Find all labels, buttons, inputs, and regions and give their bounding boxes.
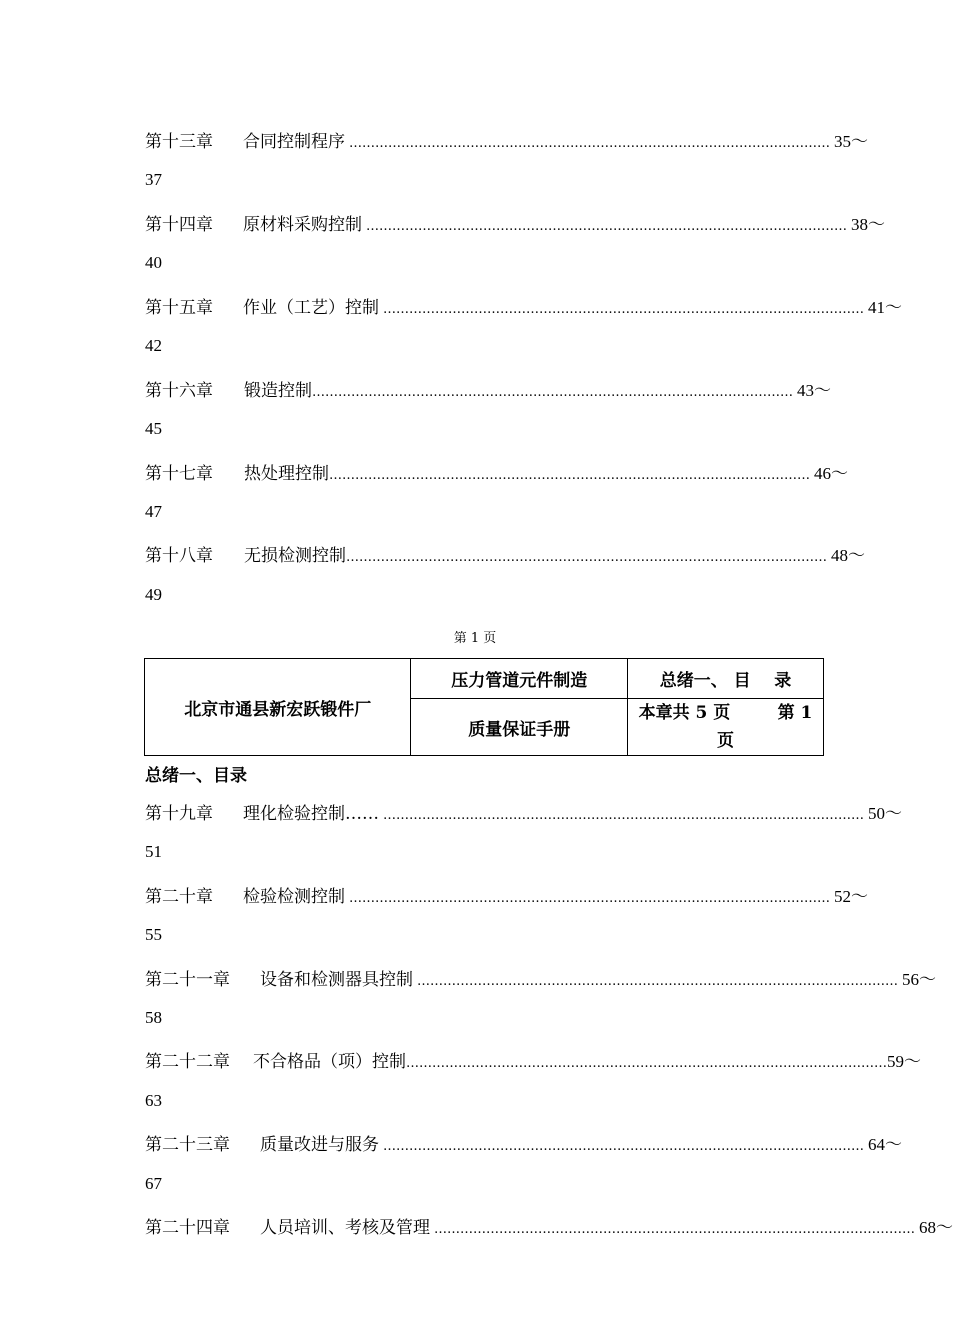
toc-entry bbox=[145, 1130, 902, 1155]
leader-dots: ………………………………………………………………………………………………… bbox=[349, 136, 830, 151]
leader-dots: ………………………………………………………………………………………………… bbox=[417, 974, 898, 989]
chapter-number: 第二十章 bbox=[145, 887, 213, 907]
page-range: 41～ bbox=[868, 298, 902, 317]
chapter-title: 理化检验控制…… bbox=[243, 804, 379, 824]
chapter-title: 合同控制程序 bbox=[243, 132, 345, 152]
manual-name: 质量保证手册 bbox=[411, 699, 628, 756]
page-range: 50～ bbox=[868, 804, 902, 823]
page-range: 38～ bbox=[851, 215, 885, 234]
page-range-end: 51 bbox=[145, 842, 162, 861]
chapter-title: 热处理控制 bbox=[244, 464, 329, 484]
chapter-number: 第十六章 bbox=[145, 381, 213, 401]
toc-entry bbox=[145, 541, 865, 566]
page-range: 35～ bbox=[834, 132, 868, 151]
page-range: 59～ bbox=[887, 1052, 921, 1071]
product-name: 压力管道元件制造 bbox=[411, 659, 628, 699]
leader-dots: ………………………………………………………………………………………………… bbox=[383, 808, 864, 823]
page-count-line2: 页 bbox=[717, 731, 735, 751]
toc-entry bbox=[145, 799, 902, 824]
toc-entry bbox=[145, 1213, 953, 1238]
page-range-end: 67 bbox=[145, 1174, 162, 1193]
page-range: 64～ bbox=[868, 1135, 902, 1154]
leader-dots: ………………………………………………………………………………………………… bbox=[434, 1222, 915, 1237]
chapter-number: 第十九章 bbox=[145, 804, 213, 824]
leader-dots: ………………………………………………………………………………………………… bbox=[383, 302, 864, 317]
page-range: 46～ bbox=[814, 464, 848, 483]
page-range-end: 63 bbox=[145, 1091, 162, 1110]
section-name: 总绪一、 目 录 bbox=[628, 659, 824, 699]
toc-entry bbox=[145, 293, 902, 318]
chapter-title: 原材料采购控制 bbox=[243, 215, 362, 235]
chapter-number: 第十五章 bbox=[145, 298, 213, 318]
leader-dots: ………………………………………………………………………………………………… bbox=[383, 1139, 864, 1154]
page-range-end: 58 bbox=[145, 1008, 162, 1027]
chapter-number: 第二十四章 bbox=[145, 1218, 230, 1238]
chapter-title: 设备和检测器具控制 bbox=[260, 970, 413, 990]
page-count bbox=[628, 699, 824, 756]
company-name: 北京市通县新宏跃锻件厂 bbox=[145, 659, 411, 756]
chapter-title: 无损检测控制 bbox=[244, 546, 346, 566]
chapter-number: 第十四章 bbox=[145, 215, 213, 235]
leader-dots: ………………………………………………………………………………………………… bbox=[346, 550, 827, 565]
chapter-title: 不合格品（项）控制 bbox=[253, 1052, 406, 1072]
toc-entry bbox=[145, 965, 936, 990]
chapter-title: 质量改进与服务 bbox=[260, 1135, 379, 1155]
toc-entry bbox=[145, 127, 868, 152]
leader-dots: ………………………………………………………………………………………………… bbox=[349, 891, 830, 906]
chapter-number: 第十七章 bbox=[145, 464, 213, 484]
chapter-title: 检验检测控制 bbox=[243, 887, 345, 907]
page-range: 68～ bbox=[919, 1218, 953, 1237]
toc-entry bbox=[145, 1047, 921, 1072]
toc-entry bbox=[145, 210, 885, 235]
page-range-end: 55 bbox=[145, 925, 162, 944]
page-footer: 第 1 页 bbox=[453, 631, 497, 646]
toc-entry bbox=[145, 459, 848, 484]
page-range: 52～ bbox=[834, 887, 868, 906]
page-range-end: 37 bbox=[145, 170, 162, 189]
leader-dots: ………………………………………………………………………………………………… bbox=[406, 1056, 887, 1071]
page-range-end: 40 bbox=[145, 253, 162, 272]
chapter-number: 第二十三章 bbox=[145, 1135, 230, 1155]
chapter-number: 第二十一章 bbox=[145, 970, 230, 990]
page-range-end: 49 bbox=[145, 585, 162, 604]
chapter-number: 第二十二章 bbox=[145, 1052, 230, 1072]
chapter-number: 第十三章 bbox=[145, 132, 213, 152]
leader-dots: ………………………………………………………………………………………………… bbox=[366, 219, 847, 234]
page-range: 43～ bbox=[797, 381, 831, 400]
toc-entry bbox=[145, 882, 868, 907]
page-range: 48～ bbox=[831, 546, 865, 565]
page-range-end: 47 bbox=[145, 502, 162, 521]
toc-entry bbox=[145, 376, 831, 401]
section-title: 总绪一、目录 bbox=[145, 766, 247, 786]
leader-dots: ………………………………………………………………………………………………… bbox=[329, 468, 810, 483]
page-range: 56～ bbox=[902, 970, 936, 989]
page-range-end: 45 bbox=[145, 419, 162, 438]
chapter-number: 第十八章 bbox=[145, 546, 213, 566]
page-range-end: 42 bbox=[145, 336, 162, 355]
document-header-table bbox=[144, 658, 824, 756]
chapter-title: 作业（工艺）控制 bbox=[243, 298, 379, 318]
chapter-title: 锻造控制 bbox=[244, 381, 312, 401]
page-count-line1: 本章共 5 页 第 1 bbox=[638, 703, 813, 723]
leader-dots: ………………………………………………………………………………………………… bbox=[312, 385, 793, 400]
chapter-title: 人员培训、考核及管理 bbox=[260, 1218, 430, 1238]
